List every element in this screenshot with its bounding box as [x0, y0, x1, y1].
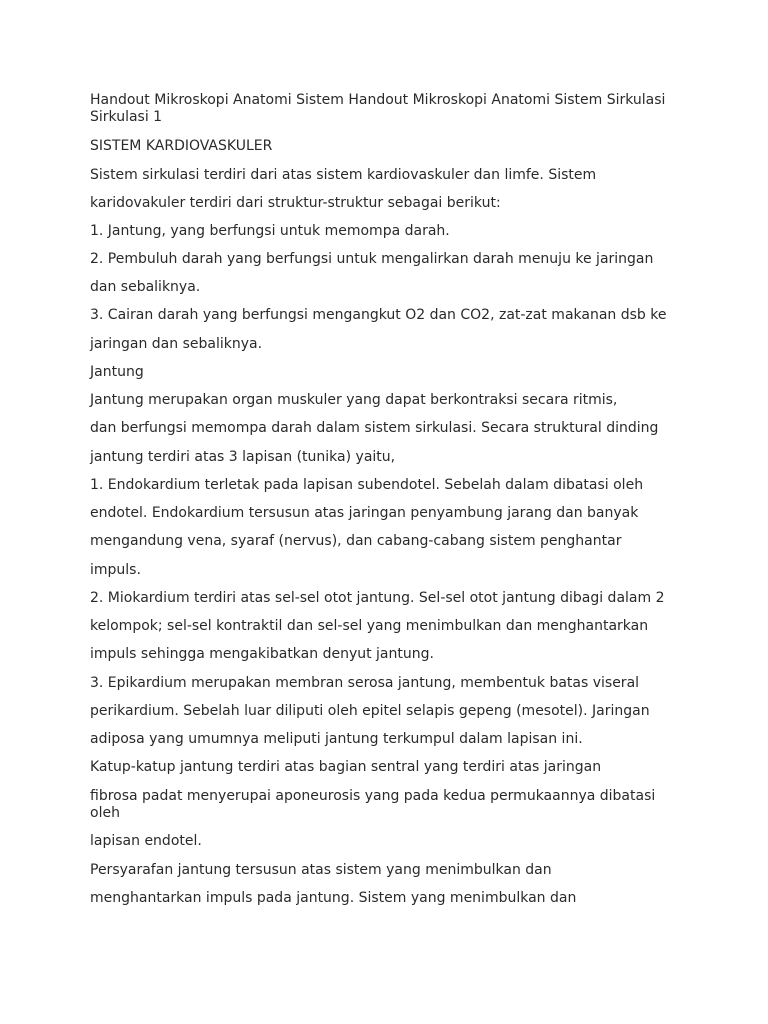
- text-line: 2. Pembuluh darah yang berfungsi untuk mengalirkan darah menuju ke jaringan: [90, 251, 654, 267]
- text-line: impuls.: [90, 562, 141, 578]
- text-line: Sistem sirkulasi terdiri dari atas sistem kardiovaskuler dan limfe. Sistem: [90, 167, 597, 183]
- text-line: dan berfungsi memompa darah dalam sistem sirkulasi. Secara struktural dinding: [90, 420, 659, 436]
- text-line: 1. Endokardium terletak pada lapisan subendotel. Sebelah dalam dibatasi oleh: [90, 477, 644, 493]
- text-line: Jantung merupakan organ muskuler yang dapat berkontraksi secara ritmis,: [90, 392, 618, 408]
- text-line: oleh: [90, 805, 120, 821]
- text-line: jaringan dan sebaliknya.: [90, 336, 263, 352]
- text-line: Persyarafan jantung tersusun atas sistem yang menimbulkan dan: [90, 862, 552, 878]
- document-title: Handout Mikroskopi Anatomi Sistem Handout Mikroskopi Anatomi Sistem Sirkulasi Sirkulasi 1: [90, 92, 666, 125]
- text-line: mengandung vena, syaraf (nervus), dan cabang-cabang sistem penghantar: [90, 533, 622, 549]
- section-heading: SISTEM KARDIOVASKULER: [90, 138, 273, 154]
- document-page: [90, 0, 680, 1024]
- text-line: kelompok; sel-sel kontraktil dan sel-sel yang menimbulkan dan menghantarkan: [90, 618, 649, 634]
- text-line: lapisan endotel.: [90, 833, 202, 849]
- text-line: 1. Jantung, yang berfungsi untuk memompa darah.: [90, 223, 450, 239]
- text-line: Katup-katup jantung terdiri atas bagian sentral yang terdiri atas jaringan: [90, 759, 602, 775]
- text-line: karidovakuler terdiri dari struktur-struktur sebagai berikut:: [90, 195, 501, 211]
- text-line: dan sebaliknya.: [90, 279, 201, 295]
- text-line: adiposa yang umumnya meliputi jantung terkumpul dalam lapisan ini.: [90, 731, 583, 747]
- text-line: Jantung: [90, 364, 144, 380]
- text-line: 2. Miokardium terdiri atas sel-sel otot jantung. Sel-sel otot jantung dibagi dalam 2: [90, 590, 665, 606]
- text-line: perikardium. Sebelah luar diliputi oleh epitel selapis gepeng (mesotel). Jaringan: [90, 703, 650, 719]
- text-line: fibrosa padat menyerupai aponeurosis yang pada kedua permukaannya dibatasi: [90, 788, 656, 804]
- text-line: impuls sehingga mengakibatkan denyut jantung.: [90, 646, 434, 662]
- text-line: 3. Cairan darah yang berfungsi mengangkut O2 dan CO2, zat-zat makanan dsb ke: [90, 307, 667, 323]
- text-line: jantung terdiri atas 3 lapisan (tunika) yaitu,: [90, 449, 396, 465]
- text-line: 3. Epikardium merupakan membran serosa jantung, membentuk batas viseral: [90, 675, 640, 691]
- text-line: menghantarkan impuls pada jantung. Sistem yang menimbulkan dan: [90, 890, 577, 906]
- text-line: endotel. Endokardium tersusun atas jaringan penyambung jarang dan banyak: [90, 505, 639, 521]
